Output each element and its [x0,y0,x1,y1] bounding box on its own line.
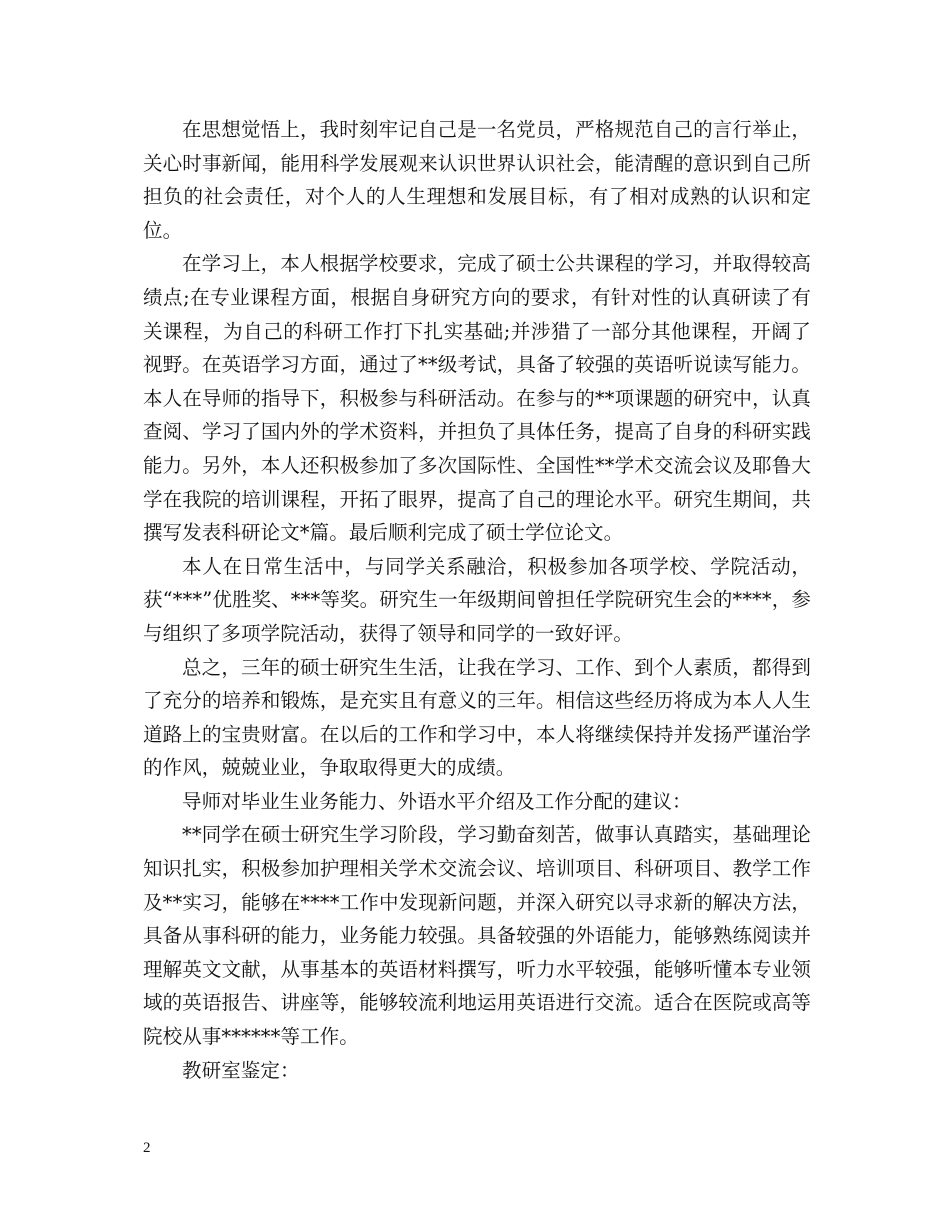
paragraph-summary: 总之，三年的硕士研究生生活，让我在学习、工作、到个人素质，都得到了充分的培养和锻炼，是充实且有意义的三年。相信这些经历将成为本人人生道路上的宝贵财富。在以后的工作和学习中，本人将继续保持并发扬严谨治学的作风，兢兢业业，争取取得更大的成绩。 [143,655,811,780]
document-body [143,113,811,1087]
paragraph-ideology: 在思想觉悟上，我时刻牢记自己是一名党员，严格规范自己的言行举止，关心时事新闻，能用科学发展观来认识世界认识社会，能清醒的意识到自己所担负的社会责任，对个人的人生理想和发展目标，有了相对成熟的认识和定位。 [143,118,811,242]
paragraph-department-appraisal: 教研室鉴定： [182,1058,300,1082]
paragraph-study: 在学习上，本人根据学校要求，完成了硕士公共课程的学习，并取得较高绩点;在专业课程方面，根据自身研究方向的要求，有针对性的认真研读了有关课程，为自己的科研工作打下扎实基础;并涉猎了一部分其他课程，开阔了视野。在英语学习方面，通过了**级考试，具备了较强的英语听说读写能力。本人在导师的指导下，积极参与科研活动。在参与的**项课题的研究中，认真查阅、学习了国内外的学术资料，并担负了具体任务，提高了自身的科研实践能力。另外，本人还积极参加了多次国际性、全国性**学术交流会议及耶鲁大学在我院的培训课程，开拓了眼界，提高了自己的理论水平。研究生期间，共撰写发表科研论文*篇。最后顺利完成了硕士学位论文。 [143,252,811,545]
page-number: 2 [143,1140,151,1156]
paragraph-advisor-heading: 导师对毕业生业务能力、外语水平介绍及工作分配的建议： [182,789,692,813]
paragraph-daily-life: 本人在日常生活中，与同学关系融洽，积极参加各项学校、学院活动，获“***”优胜奖、***等奖。研究生一年级期间曾担任学院研究生会的****，参与组织了多项学院活动，获得了领导和同学的一致好评。 [143,554,811,645]
paragraph-advisor-comment: **同学在硕士研究生学习阶段，学习勤奋刻苦，做事认真踏实，基础理论知识扎实，积极参加护理相关学术交流会议、培训项目、科研项目、教学工作及**实习，能够在****工作中发现新问题，并深入研究以寻求新的解决方法，具备从事科研的能力，业务能力较强。具备较强的外语能力，能够熟练阅读并理解英文文献，从事基本的英语材料撰写，听力水平较强，能够听懂本专业领域的英语报告、讲座等，能够较流利地运用英语进行交流。适合在医院或高等院校从事******等工作。 [143,823,811,1049]
